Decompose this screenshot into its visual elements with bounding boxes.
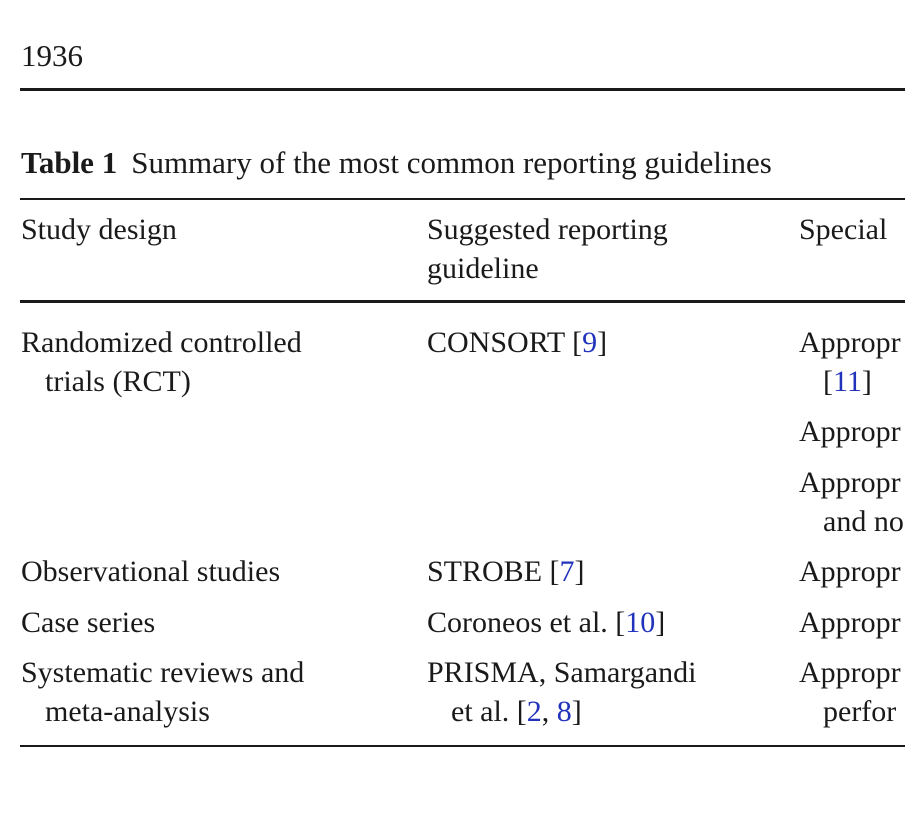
- observational-study-design: Observational studies: [21, 555, 281, 588]
- observational-guideline-ref-link[interactable]: 7: [559, 555, 575, 588]
- case-series-special: Appropr: [799, 606, 901, 639]
- table-bottom-rule: [20, 745, 905, 747]
- observational-guideline-close: ]: [574, 555, 585, 588]
- caption-label: Table 1: [21, 145, 118, 180]
- header-special: Special: [799, 213, 888, 246]
- systematic-special-cont: perfor: [823, 695, 897, 728]
- rct-special-3-cont: and no: [823, 505, 904, 538]
- observational-special: Appropr: [799, 555, 901, 588]
- systematic-guideline-close: ]: [571, 695, 582, 728]
- header-reporting-guideline: [427, 210, 668, 288]
- case-series-guideline-ref-link[interactable]: 10: [625, 606, 656, 639]
- systematic-guideline-ref-b-link[interactable]: 8: [556, 695, 572, 728]
- systematic-guideline: [427, 653, 696, 731]
- caption-text: Summary of the most common reporting guidelines: [131, 145, 772, 180]
- rct-special-1: [799, 323, 901, 401]
- top-rule: [20, 88, 905, 91]
- systematic-special: [799, 653, 901, 731]
- case-series-guideline: [427, 603, 665, 642]
- rct-guideline: [427, 323, 607, 362]
- rct-special-3: [799, 463, 904, 541]
- table-top-rule: [20, 198, 905, 200]
- rct-special-1-ref-open: [: [823, 365, 833, 398]
- header-bottom-rule: [20, 300, 905, 303]
- rct-special-3-text: Appropr: [799, 466, 901, 499]
- header-guideline-line2: guideline: [427, 252, 539, 285]
- systematic-guideline-ref-a-link[interactable]: 2: [526, 695, 542, 728]
- rct-design-line1: Randomized controlled: [21, 326, 302, 359]
- observational-guideline: [427, 552, 585, 591]
- page-number: 1936: [21, 38, 83, 73]
- rct-special-1-ref-link[interactable]: 11: [833, 365, 862, 398]
- table-caption: [21, 145, 772, 181]
- systematic-guideline-ref-sep: ,: [541, 695, 557, 728]
- case-series-guideline-close: ]: [655, 606, 666, 639]
- systematic-guideline-prefix: et al. [: [451, 695, 527, 728]
- rct-special-2: Appropr: [799, 415, 901, 448]
- rct-special-1-text: Appropr: [799, 326, 901, 359]
- header-study-design: Study design: [21, 213, 177, 246]
- rct-special-1-ref-close: ]: [861, 365, 872, 398]
- rct-guideline-name: CONSORT [: [427, 326, 583, 359]
- observational-guideline-name: STROBE [: [427, 555, 560, 588]
- case-series-guideline-name: Coroneos et al. [: [427, 606, 626, 639]
- header-guideline-line1: Suggested reporting: [427, 213, 668, 246]
- systematic-design-line2: meta-analysis: [45, 695, 210, 728]
- rct-study-design: [21, 323, 302, 401]
- systematic-special-text: Appropr: [799, 656, 901, 689]
- systematic-guideline-line1: PRISMA, Samargandi: [427, 656, 697, 689]
- rct-design-line2: trials (RCT): [45, 365, 191, 398]
- rct-guideline-close: ]: [597, 326, 608, 359]
- systematic-study-design: [21, 653, 304, 731]
- case-series-study-design: Case series: [21, 606, 156, 639]
- systematic-design-line1: Systematic reviews and: [21, 656, 305, 689]
- rct-guideline-ref-link[interactable]: 9: [582, 326, 598, 359]
